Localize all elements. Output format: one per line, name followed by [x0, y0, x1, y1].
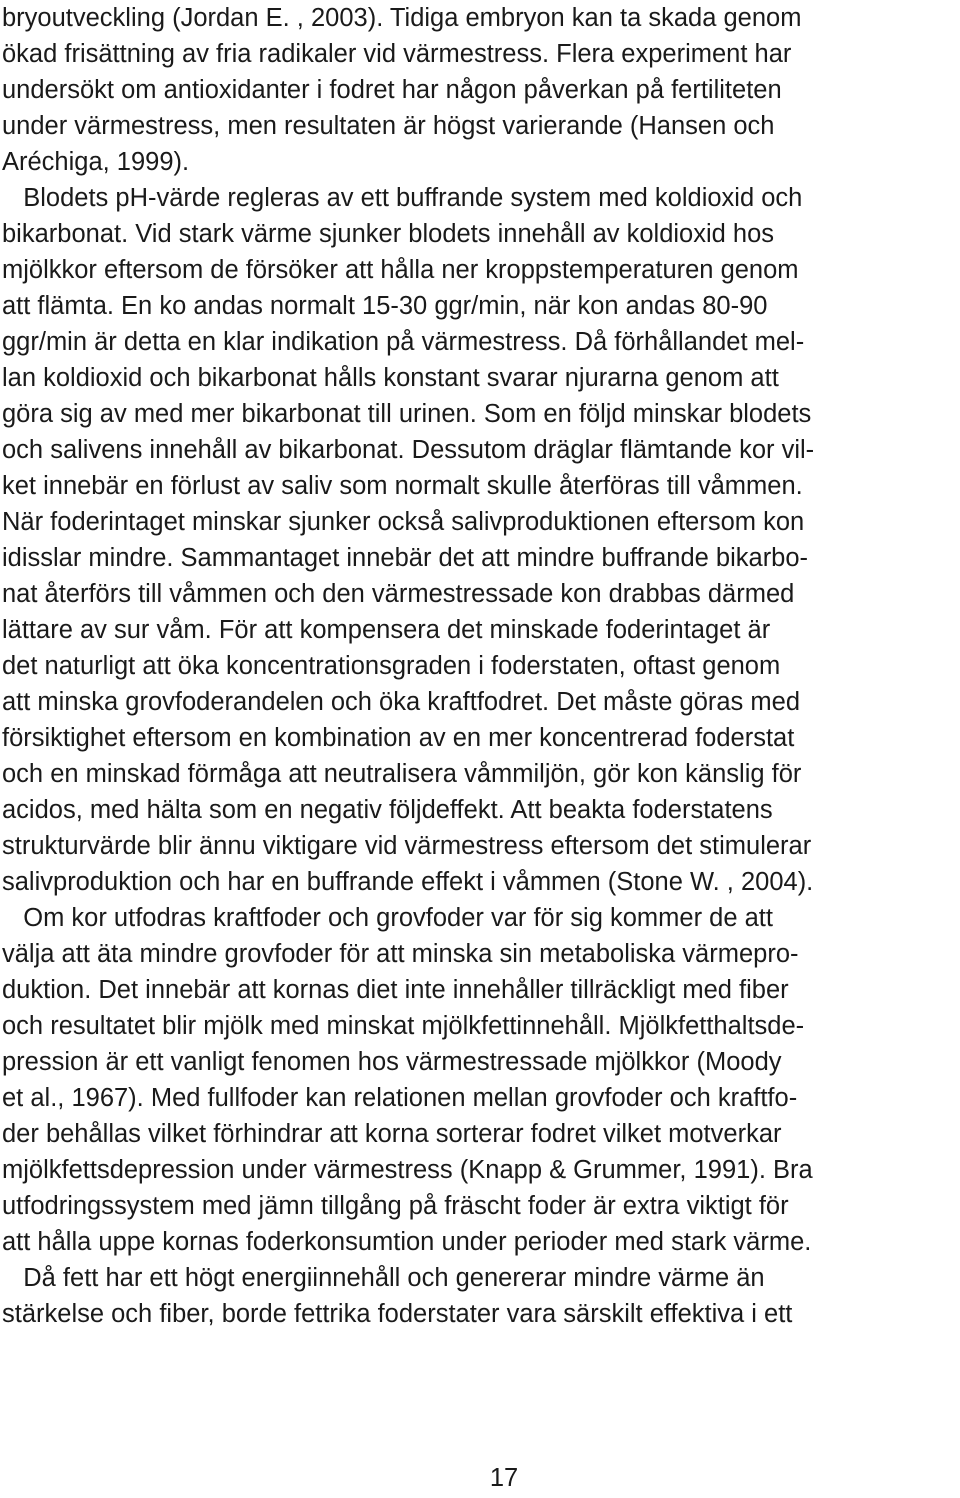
text-line: och salivens innehåll av bikarbonat. Dessutom dräglar flämtande kor vil- [2, 436, 815, 464]
text-line: göra sig av med mer bikarbonat till urinen. Som en följd minskar blodets [2, 400, 812, 428]
text-line: lan koldioxid och bikarbonat hålls konstant svarar njurarna genom att [2, 364, 779, 392]
paragraph-start-line: Om kor utfodras kraftfoder och grovfoder var för sig kommer de att [2, 904, 773, 932]
text-line: bikarbonat. Vid stark värme sjunker blodets innehåll av koldioxid hos [2, 220, 775, 248]
text-line: salivproduktion och har en buffrande effekt i våmmen (Stone W. , 2004). [2, 868, 814, 896]
text-line: välja att äta mindre grovfoder för att minska sin metaboliska värmepro- [2, 940, 799, 968]
text-line: och resultatet blir mjölk med minskat mjölkfettinnehåll. Mjölkfetthaltsde- [2, 1012, 805, 1040]
text-line: pression är ett vanligt fenomen hos värmestressade mjölkkor (Moody [2, 1048, 782, 1076]
text-line: att minska grovfoderandelen och öka kraftfodret. Det måste göras med [2, 688, 800, 716]
text-line: idisslar mindre. Sammantaget innebär det att mindre buffrande bikarbo- [2, 544, 809, 572]
text-line: ggr/min är detta en klar indikation på värmestress. Då förhållandet mel- [2, 328, 805, 356]
page-number: 17 [489, 1464, 519, 1492]
text-line: ket innebär en förlust av saliv som normalt skulle återföras till våmmen. [2, 472, 803, 500]
text-line: När foderintaget minskar sjunker också salivproduktionen eftersom kon [2, 508, 805, 536]
text-line: bryoutveckling (Jordan E. , 2003). Tidiga embryon kan ta skada genom [2, 4, 802, 32]
text-line: ökad frisättning av fria radikaler vid värmestress. Flera experiment har [2, 40, 792, 68]
text-line: stärkelse och fiber, borde fettrika foderstater vara särskilt effektiva i ett [2, 1300, 793, 1328]
text-line: och en minskad förmåga att neutralisera våmmiljön, gör kon känslig för [2, 760, 802, 788]
text-line: Aréchiga, 1999). [2, 148, 190, 176]
text-line: der behållas vilket förhindrar att korna sorterar fodret vilket motverkar [2, 1120, 782, 1148]
text-line: strukturvärde blir ännu viktigare vid värmestress eftersom det stimulerar [2, 832, 812, 860]
text-line: försiktighet eftersom en kombination av en mer koncentrerad foderstat [2, 724, 795, 752]
text-line: undersökt om antioxidanter i fodret har någon påverkan på fertiliteten [2, 76, 782, 104]
text-line: nat återförs till våmmen och den värmestressade kon drabbas därmed [2, 580, 795, 608]
text-line: duktion. Det innebär att kornas diet inte innehåller tillräckligt med fiber [2, 976, 789, 1004]
text-line: utfodringssystem med jämn tillgång på fräscht foder är extra viktigt för [2, 1192, 789, 1220]
text-line: mjölkkor eftersom de försöker att hålla ner kroppstemperaturen genom [2, 256, 799, 284]
text-line: under värmestress, men resultaten är högst varierande (Hansen och [2, 112, 775, 140]
paragraph-start-line: Då fett har ett högt energiinnehåll och genererar mindre värme än [2, 1264, 765, 1292]
text-line: et al., 1967). Med fullfoder kan relationen mellan grovfoder och kraftfo- [2, 1084, 798, 1112]
paragraph-start-line: Blodets pH-värde regleras av ett buffrande system med koldioxid och [2, 184, 803, 212]
text-line: mjölkfettsdepression under värmestress (Knapp & Grummer, 1991). Bra [2, 1156, 813, 1184]
text-line: att flämta. En ko andas normalt 15-30 ggr/min, när kon andas 80-90 [2, 292, 768, 320]
text-line: det naturligt att öka koncentrationsgraden i foderstaten, oftast genom [2, 652, 781, 680]
text-line: att hålla uppe kornas foderkonsumtion under perioder med stark värme. [2, 1228, 812, 1256]
text-line: lättare av sur våm. För att kompensera det minskade foderintaget är [2, 616, 771, 644]
text-line: acidos, med hälta som en negativ följdeffekt. Att beakta foderstatens [2, 796, 773, 824]
